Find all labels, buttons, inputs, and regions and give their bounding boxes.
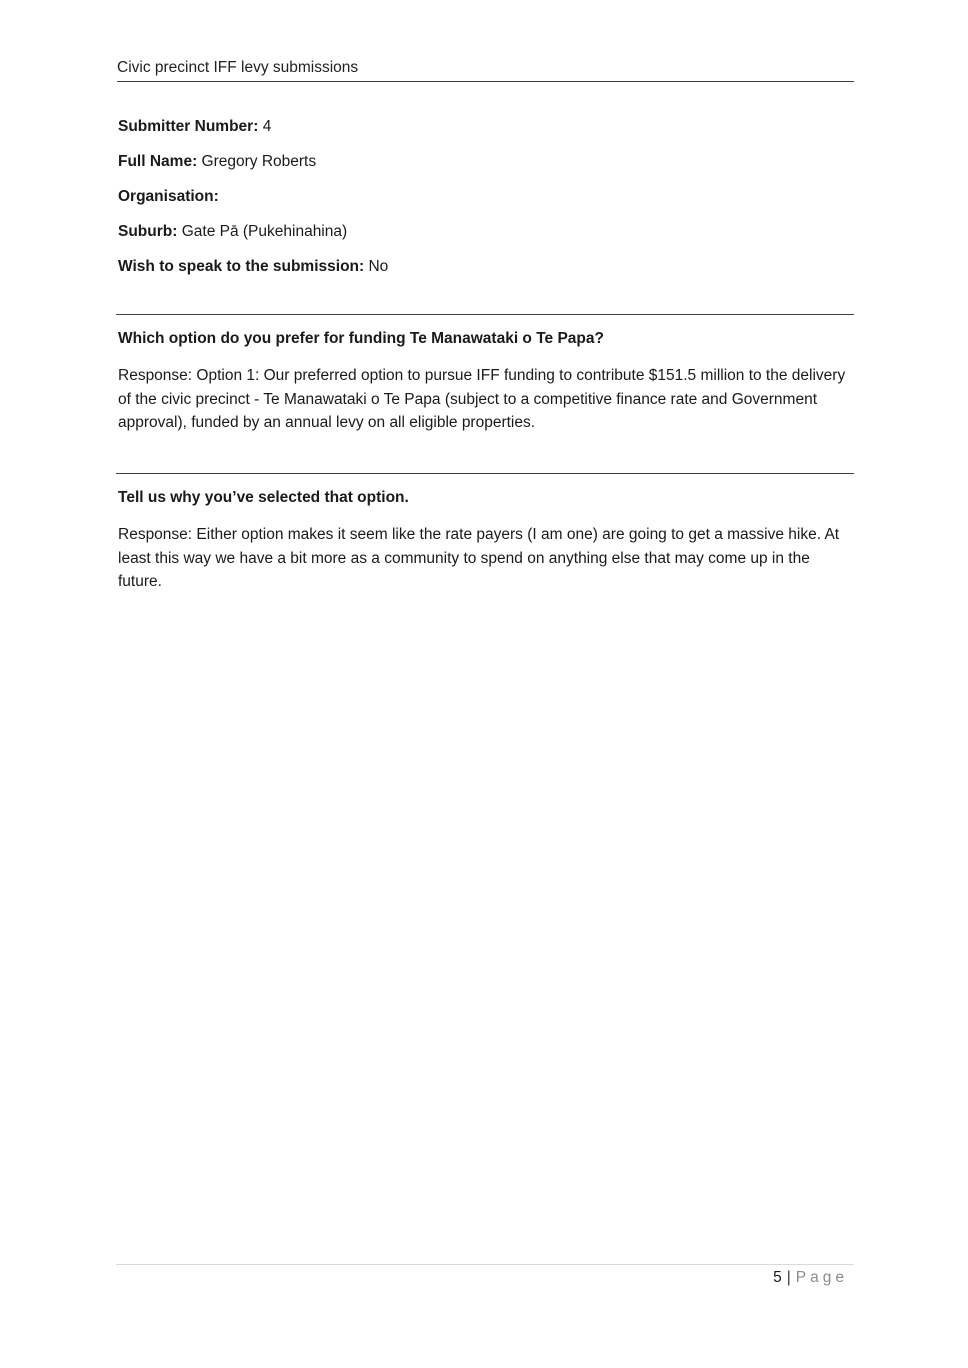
question-heading: Which option do you prefer for funding Te Manawataki o Te Papa? [118, 330, 604, 347]
full-name-row [118, 152, 854, 172]
suburb-label: Suburb: [118, 223, 178, 240]
page-header [117, 58, 854, 82]
submitter-number-row [118, 117, 854, 137]
submitter-number-label: Submitter Number: [118, 118, 259, 135]
section-divider [116, 473, 854, 474]
page-footer [773, 1268, 848, 1288]
section-divider [116, 314, 854, 315]
question-response: Response: Either option makes it seem like the rate payers (I am one) are going to get a massive hike. At least this way we have a bit more as a community to spend on anything else that may come up in the future. [118, 526, 840, 590]
submitter-number-value: 4 [262, 118, 272, 135]
full-name-value: Gregory Roberts [201, 153, 317, 170]
page-label: Page [795, 1269, 848, 1286]
suburb-value: Gate Pā (Pukehinahina) [181, 223, 348, 240]
submitter-details [118, 117, 854, 292]
question-heading: Tell us why you’ve selected that option. [118, 489, 409, 506]
full-name-label: Full Name: [118, 153, 198, 170]
suburb-row [118, 222, 854, 242]
footer-divider [116, 1264, 854, 1265]
document-title: Civic precinct IFF levy submissions [117, 59, 359, 76]
organisation-label: Organisation: [118, 188, 219, 205]
question-response: Response: Option 1: Our preferred option to pursue IFF funding to contribute $151.5 million to the delivery of the civic precinct - Te Manawataki o Te Papa (subject to a competitive finance rate and Government approval), funded by an annual levy on all eligible properties. [118, 367, 846, 431]
page-number: 5 [773, 1269, 782, 1286]
speak-value: No [368, 258, 389, 275]
organisation-row [118, 187, 854, 207]
speak-row [118, 257, 854, 277]
footer-separator: | [786, 1269, 791, 1286]
speak-label: Wish to speak to the submission: [118, 258, 365, 275]
